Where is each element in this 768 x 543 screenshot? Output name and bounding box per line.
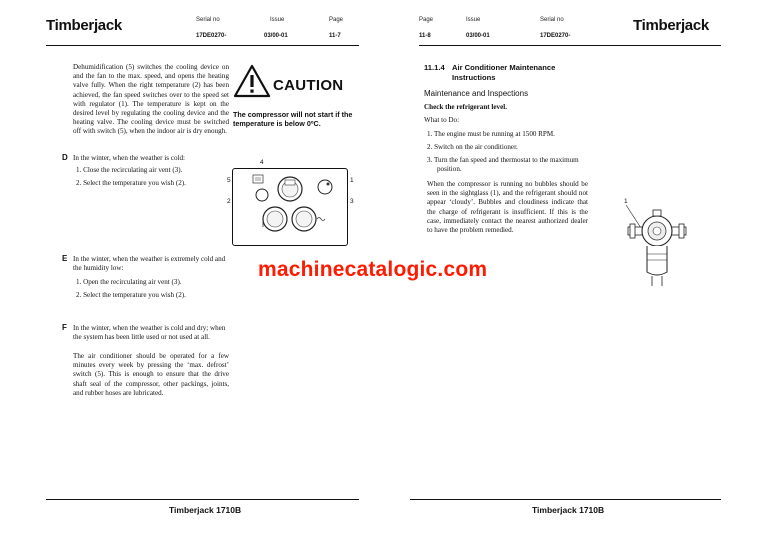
- control-panel-figure: [232, 168, 348, 246]
- check-heading: Check the refrigerant level.: [424, 103, 507, 111]
- issue-value-left: 03/00-01: [264, 33, 288, 39]
- section-title: Air Conditioner Maintenance Instructions: [452, 63, 556, 82]
- header-rule-right: [419, 45, 721, 46]
- page-value-right: 11-8: [419, 33, 431, 39]
- step-1: 1. The engine must be running at 1500 RPM.: [427, 130, 555, 138]
- footer-left: Timberjack 1710B: [169, 505, 242, 515]
- panel-label-3: 3: [350, 198, 354, 205]
- intro-paragraph: Dehumidification (5) switches the cooling device on and the fan to the max. speed, and opens the heating valve fully. When the right temperature (2) has been achieved, the fan speed switches over to the speed set with regulator (1). The temperature is kept on the desired level by regulating the cooling device and the heating valve. The cooling device must be switched off with switch (5), when the indoor air is dry enough.: [73, 63, 229, 136]
- section-e-letter: E: [62, 254, 68, 263]
- figure-label-1: 1: [624, 198, 628, 205]
- section-number: 11.1.4: [424, 63, 445, 72]
- section-subtitle: Maintenance and Inspections: [424, 89, 529, 98]
- page-label-left: Page: [329, 17, 344, 23]
- footer-rule-left: [46, 499, 359, 500]
- watermark: machinecatalogic.com: [258, 258, 488, 281]
- serial-value-right: 17DE0270-: [540, 33, 571, 39]
- panel-label-2: 2: [227, 198, 231, 205]
- warning-triangle-icon: [233, 64, 271, 98]
- panel-label-1: 1: [350, 177, 354, 184]
- section-f-letter: F: [62, 323, 67, 332]
- section-f-paragraph: The air conditioner should be operated for a few minutes every week by pressing the ‘max. defrost’ switch (5). This is enough to ensure that the drive shaft seal of the compressor, other packings, joints, and rubber hoses are lubricated.: [73, 352, 229, 397]
- page-label-right: Page: [419, 17, 434, 23]
- serial-label-right: Serial no: [540, 17, 564, 23]
- what-to-do: What to Do:: [424, 116, 460, 124]
- serial-value-left: 17DE0270-: [196, 33, 227, 39]
- section-f-text: In the winter, when the weather is cold and dry; when the system has been little used or not used at all.: [73, 324, 226, 342]
- refrigerant-paragraph: When the compressor is running no bubbles should be seen in the sightglass (1), and the refrigerant should not appear ‘cloudy’. Bubbles and cloudiness indicate that the charge of refrigerant is insufficient. If this is the case, immediately contact the nearest authorized dealer to have the problem remedied.: [427, 180, 588, 235]
- brand-logo-right: Timberjack: [633, 17, 709, 34]
- section-d-step-2: 2. Select the temperature you wish (2).: [76, 179, 186, 187]
- footer-rule-right: [410, 499, 721, 500]
- step-3: 3. Turn the fan speed and thermostat to the maximum position.: [427, 156, 579, 174]
- brand-logo-left: Timberjack: [46, 17, 122, 34]
- footer-right: Timberjack 1710B: [532, 505, 605, 515]
- caution-block: [233, 64, 271, 103]
- section-d-step-1: 1. Close the recirculating air vent (3).: [76, 166, 183, 174]
- serial-label-left: Serial no: [196, 17, 220, 23]
- panel-label-4: 4: [260, 159, 264, 166]
- panel-label-5: 5: [227, 177, 231, 184]
- section-e-text: In the winter, when the weather is extremely cold and the humidity low:: [73, 255, 226, 273]
- section-d-text: In the winter, when the weather is cold:: [73, 154, 185, 162]
- issue-label-right: Issue: [466, 17, 481, 23]
- step-2: 2. Switch on the air conditioner.: [427, 143, 518, 151]
- caution-text: The compressor will not start if the temperature is below 0ºC.: [233, 110, 353, 128]
- issue-value-right: 03/00-01: [466, 33, 490, 39]
- section-e-step-1: 1. Open the recirculating air vent (3).: [76, 278, 182, 286]
- page-value-left: 11-7: [329, 33, 341, 39]
- section-d-letter: D: [62, 153, 68, 162]
- issue-label-left: Issue: [270, 17, 285, 23]
- section-e-step-2: 2. Select the temperature you wish (2).: [76, 291, 186, 299]
- sightglass-figure: [626, 200, 688, 290]
- caution-title: CAUTION: [273, 77, 344, 94]
- header-rule-left: [46, 45, 359, 46]
